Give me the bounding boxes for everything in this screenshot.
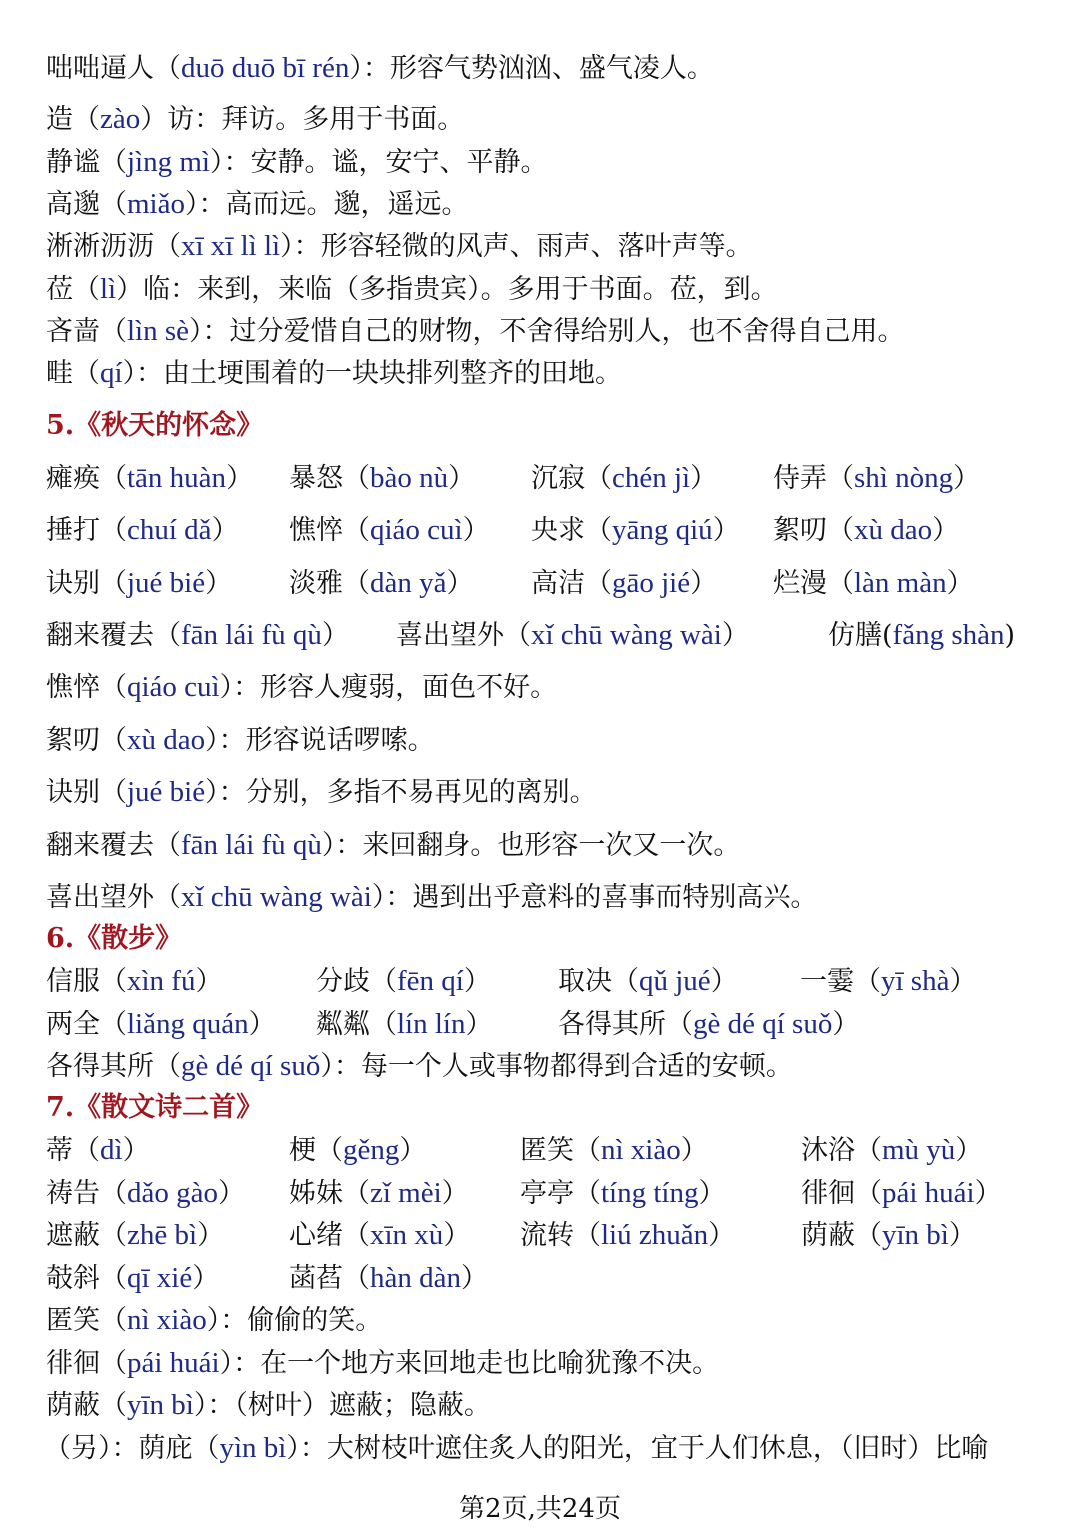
vocab-item: 翻来覆去（fān lái fù qù） bbox=[46, 619, 349, 651]
vocab-item: 高洁（gāo jié） bbox=[531, 567, 718, 599]
vocab-item: 淡雅（dàn yǎ） bbox=[289, 567, 474, 599]
entry-line: 絮叨（xù dao）：形容说话啰嗦。 bbox=[46, 724, 435, 756]
vocab-item: 央求（yāng qiú） bbox=[531, 514, 740, 546]
vocab-item: 侍弄（shì nòng） bbox=[773, 462, 981, 494]
entry-line: （另）：荫庇（yìn bì）：大树枝叶遮住炙人的阳光，宜于人们休息，（旧时）比喻 bbox=[44, 1432, 989, 1464]
vocab-item: 各得其所（gè dé qí suǒ） bbox=[558, 1008, 860, 1040]
entry-line: 各得其所（gè dé qí suǒ）：每一个人或事物都得到合适的安顿。 bbox=[46, 1050, 793, 1082]
section-title: 7.《散文诗二首》 bbox=[46, 1092, 264, 1123]
vocab-item: 荫蔽（yīn bì） bbox=[801, 1219, 976, 1251]
vocab-item: 喜出望外（xǐ chū wàng wài） bbox=[396, 619, 749, 651]
entry-line: 静谧（jìng mì）：安静。谧，安宁、平静。 bbox=[46, 146, 548, 178]
vocab-item: 一霎（yī shà） bbox=[800, 965, 977, 997]
entry-line: 高邈（miǎo）：高而远。邈，遥远。 bbox=[46, 188, 469, 220]
vocab-row bbox=[0, 1261, 1080, 1295]
page-footer: 第2页,共24页 bbox=[459, 1494, 621, 1524]
vocab-item: 姊妹（zǐ mèi） bbox=[289, 1177, 469, 1209]
entry-line: 荫蔽（yīn bì）：（树叶）遮蔽；隐蔽。 bbox=[46, 1389, 491, 1421]
vocab-item: 捶打（chuí dǎ） bbox=[46, 514, 239, 546]
vocab-item: 诀别（jué bié） bbox=[46, 567, 233, 599]
entry-line: 吝啬（lìn sè）：过分爱惜自己的财物，不舍得给别人，也不舍得自己用。 bbox=[46, 315, 905, 347]
vocab-item: 祷告（dǎo gào） bbox=[46, 1177, 245, 1209]
section-title: 5.《秋天的怀念》 bbox=[46, 410, 264, 441]
vocab-item: 烂漫（làn màn） bbox=[773, 567, 974, 599]
entry-line: 诀别（jué bié）：分别，多指不易再见的离别。 bbox=[46, 776, 597, 808]
entry-line: 畦（qí）：由土埂围着的一块块排列整齐的田地。 bbox=[46, 357, 623, 389]
vocab-item: 暴怒（bào nù） bbox=[289, 462, 476, 494]
vocab-row bbox=[0, 964, 1080, 998]
vocab-item: 取决（qǔ jué） bbox=[558, 965, 738, 997]
vocab-item: 信服（xìn fú） bbox=[46, 965, 223, 997]
entry-line: 徘徊（pái huái）：在一个地方来回地走也比喻犹豫不决。 bbox=[46, 1347, 720, 1379]
vocab-item: 亭亭（tíng tíng） bbox=[520, 1177, 726, 1209]
vocab-item: 遮蔽（zhē bì） bbox=[46, 1219, 225, 1251]
entry-line: 咄咄逼人（duō duō bī rén）：形容气势汹汹、盛气凌人。 bbox=[46, 52, 714, 84]
section-title: 6.《散步》 bbox=[46, 923, 183, 954]
vocab-item: 憔悴（qiáo cuì） bbox=[289, 514, 490, 546]
entry-line: 翻来覆去（fān lái fù qù）：来回翻身。也形容一次又一次。 bbox=[46, 829, 741, 861]
entry-line: 匿笑（nì xiào）：偷偷的笑。 bbox=[46, 1304, 383, 1336]
vocab-item: 两全（liǎng quán） bbox=[46, 1008, 276, 1040]
vocab-row bbox=[0, 1176, 1080, 1210]
vocab-item: 絮叨（xù dao） bbox=[773, 514, 960, 546]
vocab-row bbox=[0, 513, 1080, 547]
vocab-item: 仿膳(fǎng shàn) bbox=[828, 619, 1016, 651]
vocab-item: 梗（gěng） bbox=[289, 1134, 427, 1166]
vocab-item: 攲斜（qī xié） bbox=[46, 1262, 220, 1294]
vocab-item: 徘徊（pái huái） bbox=[801, 1177, 1002, 1209]
vocab-item: 流转（liú zhuǎn） bbox=[520, 1219, 736, 1251]
entry-line: 莅（lì）临：来到，来临（多指贵宾）。多用于书面。莅，到。 bbox=[46, 273, 778, 305]
vocab-row bbox=[0, 1007, 1080, 1041]
vocab-item: 沉寂（chén jì） bbox=[531, 462, 718, 494]
entry-line: 造（zào）访：拜访。多用于书面。 bbox=[46, 103, 465, 135]
vocab-row bbox=[0, 566, 1080, 600]
vocab-item: 沐浴（mù yù） bbox=[801, 1134, 983, 1166]
vocab-item: 蒂（dì） bbox=[46, 1134, 150, 1166]
vocab-row bbox=[0, 1133, 1080, 1167]
entry-line: 淅淅沥沥（xī xī lì lì）：形容轻微的风声、雨声、落叶声等。 bbox=[46, 230, 753, 262]
vocab-item: 瘫痪（tān huàn） bbox=[46, 462, 254, 494]
vocab-item: 菡萏（hàn dàn） bbox=[289, 1262, 488, 1294]
vocab-row bbox=[0, 618, 1080, 652]
entry-line: 憔悴（qiáo cuì）：形容人瘦弱，面色不好。 bbox=[46, 671, 558, 703]
vocab-item: 粼粼（lín lín） bbox=[316, 1008, 493, 1040]
entry-line: 喜出望外（xǐ chū wàng wài）：遇到出乎意料的喜事而特别高兴。 bbox=[46, 881, 818, 913]
vocab-row bbox=[0, 1218, 1080, 1252]
vocab-item: 分歧（fēn qí） bbox=[316, 965, 491, 997]
vocab-item: 心绪（xīn xù） bbox=[289, 1219, 471, 1251]
vocab-item: 匿笑（nì xiào） bbox=[520, 1134, 708, 1166]
vocab-row bbox=[0, 461, 1080, 495]
